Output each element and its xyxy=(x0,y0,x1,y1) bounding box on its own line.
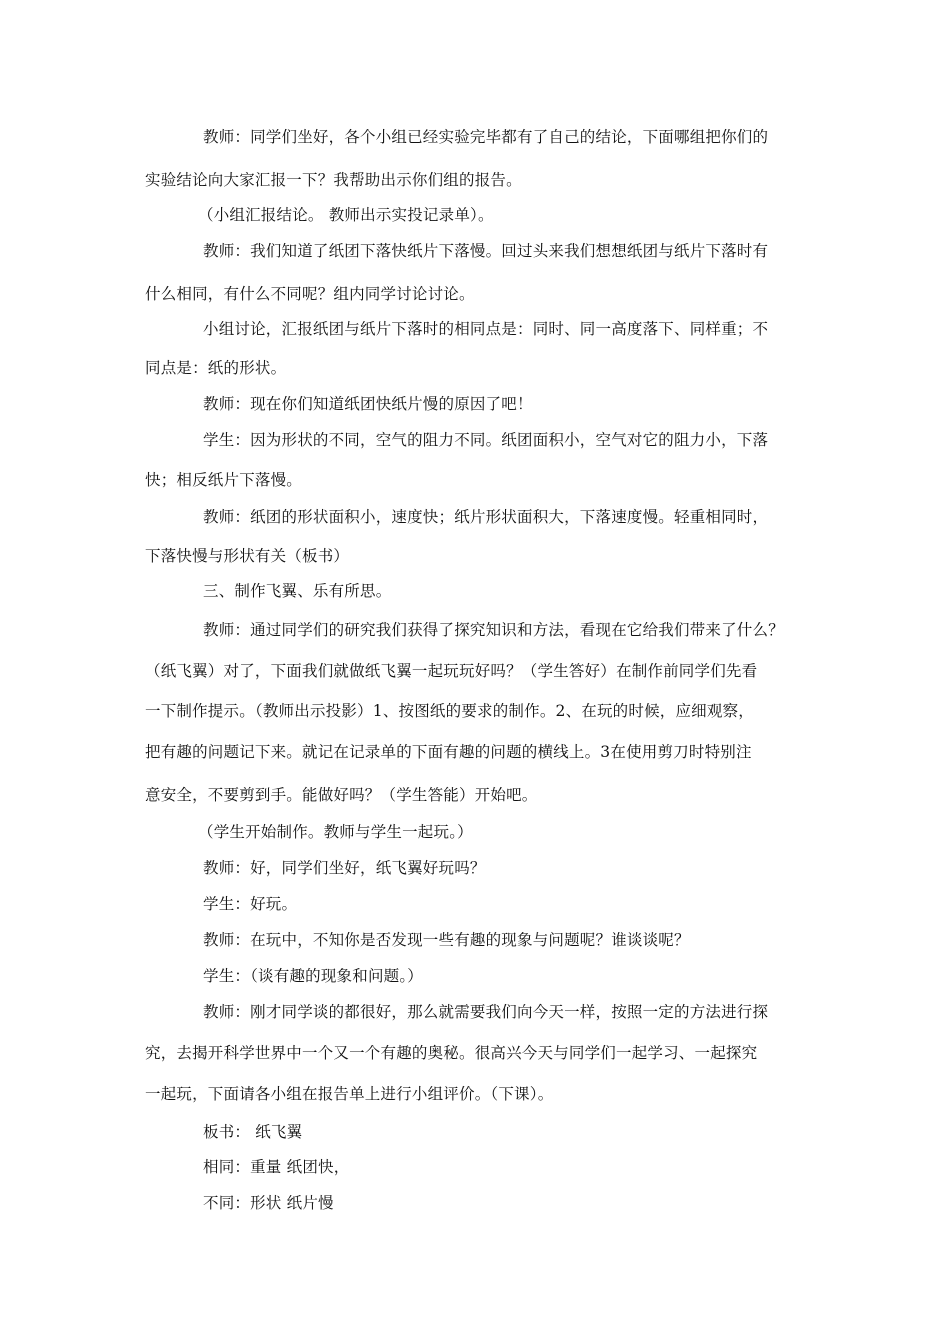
paragraph-line: 教师：纸团的形状面积小，速度快；纸片形状面积大，下落速度慢。轻重相同时， xyxy=(203,508,769,526)
paragraph-line: 教师：刚才同学谈的都很好，那么就需要我们向今天一样，按照一定的方法进行探 xyxy=(203,1003,769,1021)
paragraph-line: 实验结论向大家汇报一下？我帮助出示你们组的报告。 xyxy=(145,171,522,189)
paragraph-line: 教师：同学们坐好，各个小组已经实验完毕都有了自己的结论，下面哪组把你们的 xyxy=(203,128,769,146)
board-title: 板书： 纸飞翼 xyxy=(203,1123,303,1141)
paragraph-line: 教师：通过同学们的研究我们获得了探究知识和方法，看现在它给我们带来了什么？ xyxy=(203,621,784,639)
paragraph-line: （纸飞翼）对了，下面我们就做纸飞翼一起玩玩好吗？（学生答好）在制作前同学们先看 xyxy=(145,662,758,680)
paragraph-line: 学生：好玩。 xyxy=(203,895,298,913)
paragraph-line: 教师：在玩中，不知你是否发现一些有趣的现象与问题呢？谁谈谈呢？ xyxy=(203,931,690,949)
paragraph-line: 把有趣的问题记下来。就记在记录单的下面有趣的问题的横线上。3在使用剪刀时特别注 xyxy=(145,743,752,761)
paragraph-line: （小组汇报结论。 教师出示实投记录单）。 xyxy=(198,206,494,224)
paragraph-line: 学生：因为形状的不同，空气的阻力不同。纸团面积小，空气对它的阻力小，下落 xyxy=(203,431,769,449)
paragraph-line: 一起玩，下面请各小组在报告单上进行小组评价。（下课）。 xyxy=(145,1085,554,1103)
paragraph-line: 快；相反纸片下落慢。 xyxy=(145,471,303,489)
paragraph-line: 教师：现在你们知道纸团快纸片慢的原因了吧！ xyxy=(203,395,533,413)
paragraph-line: 教师：好，同学们坐好，纸飞翼好玩吗？ xyxy=(203,859,486,877)
paragraph-line: 究，去揭开科学世界中一个又一个有趣的奥秘。很高兴今天与同学们一起学习、一起探究 xyxy=(145,1044,758,1062)
paragraph-line: 一下制作提示。（教师出示投影）1、按图纸的要求的制作。2、在玩的时候，应细观察， xyxy=(145,702,754,720)
paragraph-line: （学生开始制作。教师与学生一起玩。） xyxy=(198,823,473,841)
board-line: 不同：形状 纸片慢 xyxy=(203,1194,334,1212)
paragraph-line: 下落快慢与形状有关（板书） xyxy=(145,547,350,565)
paragraph-line: 什么相同，有什么不同呢？组内同学讨论讨论。 xyxy=(145,285,475,303)
paragraph-line: 同点是：纸的形状。 xyxy=(145,359,287,377)
paragraph-line: 意安全，不要剪到手。能做好吗？（学生答能）开始吧。 xyxy=(145,786,538,804)
paragraph-line: 学生：（谈有趣的现象和问题。） xyxy=(203,967,424,985)
paragraph-line: 教师：我们知道了纸团下落快纸片下落慢。回过头来我们想想纸团与纸片下落时有 xyxy=(203,242,769,260)
paragraph-line: 小组讨论，汇报纸团与纸片下落时的相同点是：同时、同一高度落下、同样重；不 xyxy=(203,320,769,338)
section-heading: 三、制作飞翼、乐有所思。 xyxy=(203,582,392,600)
board-line: 相同：重量 纸团快， xyxy=(203,1158,350,1176)
